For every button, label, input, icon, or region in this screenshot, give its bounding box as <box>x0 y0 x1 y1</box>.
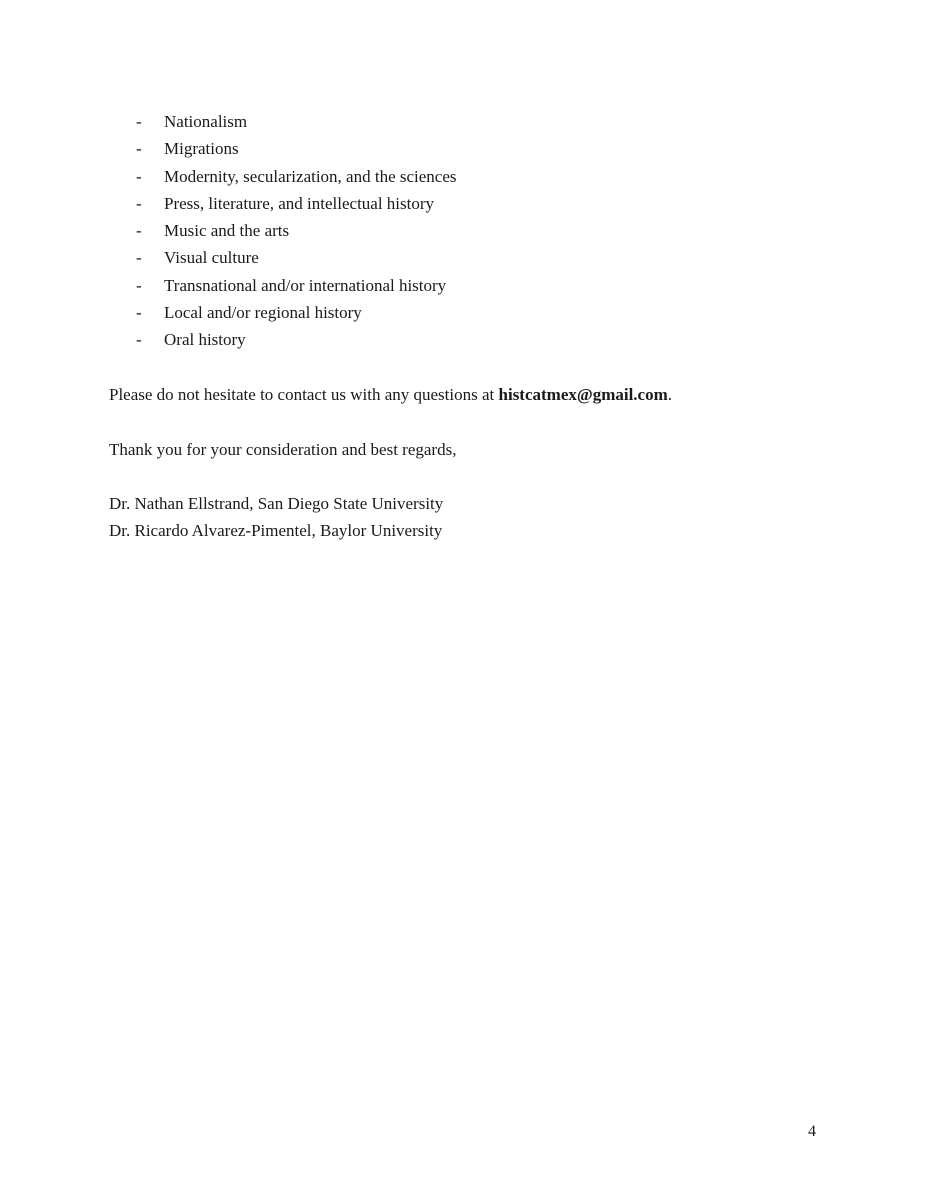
contact-period: . <box>667 385 673 404</box>
topic-text: Transnational and/or international history <box>164 275 447 295</box>
topic-text: Press, literature, and intellectual history <box>164 193 435 213</box>
bullet-dash: - <box>136 275 142 295</box>
page-number: 4 <box>808 1123 816 1140</box>
closing-line: Thank you for your consideration and best regards, <box>109 440 457 459</box>
topic-text: Music and the arts <box>164 221 290 241</box>
bullet-dash: - <box>136 193 142 213</box>
bullet-dash: - <box>136 330 142 350</box>
bullet-dash: - <box>136 139 142 159</box>
bullet-dash: - <box>136 248 142 268</box>
bullet-dash: - <box>136 166 142 186</box>
contact-text: Please do not hesitate to contact us with any questions at <box>109 385 499 404</box>
topic-text: Local and/or regional history <box>164 303 362 323</box>
bullet-dash: - <box>136 303 142 323</box>
topic-text: Migrations <box>164 139 239 159</box>
bullet-dash: - <box>136 221 142 241</box>
topic-text: Modernity, secularization, and the sciences <box>164 166 457 186</box>
contact-email: histcatmex@gmail.com <box>498 385 668 404</box>
bullet-dash: - <box>136 112 142 131</box>
signature-line: Dr. Ricardo Alvarez-Pimentel, Baylor University <box>109 521 443 540</box>
topic-text: Visual culture <box>164 248 259 268</box>
topic-text: Oral history <box>164 330 246 350</box>
topic-text: Nationalism <box>164 112 248 131</box>
signature-line: Dr. Nathan Ellstrand, San Diego State University <box>109 494 444 513</box>
contact-paragraph <box>109 381 672 408</box>
